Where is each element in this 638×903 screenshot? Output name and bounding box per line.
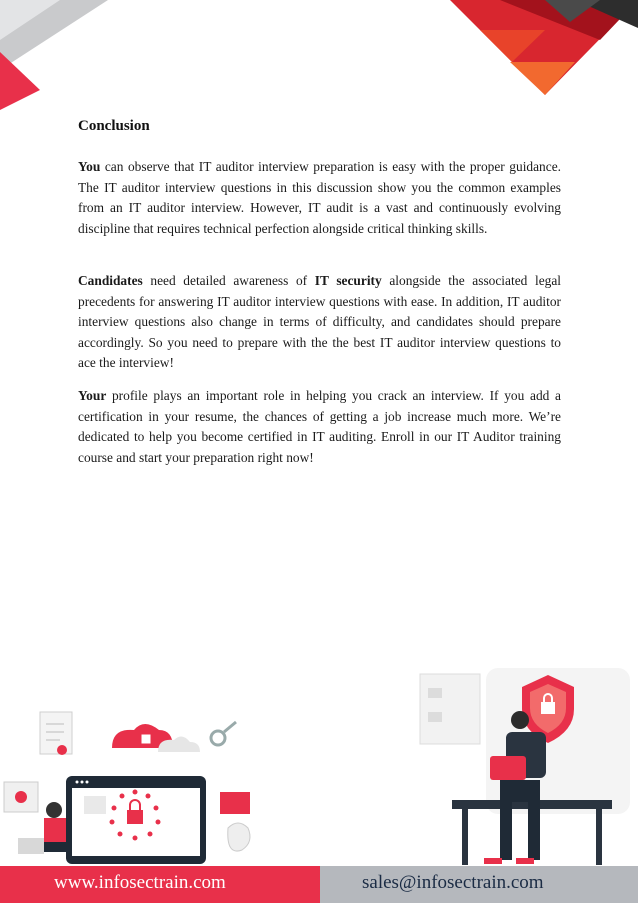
footer-website-panel — [0, 866, 320, 903]
security-illustration-right — [420, 668, 630, 865]
corner-shapes-top-right — [450, 0, 638, 95]
paragraph-2 — [78, 271, 561, 374]
email-link[interactable]: sales@infosectrain.com — [362, 872, 544, 893]
paragraph-1-lead: You — [78, 159, 101, 174]
section-heading: Conclusion — [78, 118, 150, 134]
paragraph-2-text-a: need detailed awareness of — [142, 273, 315, 288]
paragraph-2-lead: Candidates — [78, 273, 143, 288]
it-security-emphasis: IT security — [314, 273, 382, 288]
paragraph-3-text: profile plays an important role in helping you crack an interview. If you add a certification in your resume, the chances of getting a job increase much more. We’re dedicated to help you become certified in IT auditing. Enroll in our IT Auditor training course and start your preparation right now! — [78, 388, 561, 465]
security-illustration-left — [4, 712, 250, 864]
paragraph-1-text: can observe that IT auditor interview preparation is easy with the proper guidance. The IT auditor interview questions in this discussion show you the common examples from an IT auditor interview. However, IT audit is a vast and continuously evolving discipline that requires technical perfection alongside critical thinking skills. — [78, 159, 561, 236]
paragraph-3-lead: Your — [78, 388, 107, 403]
footer-email-panel — [320, 866, 638, 903]
footer-bar — [0, 866, 638, 903]
paragraph-3 — [78, 386, 561, 468]
corner-shapes-top-left — [0, 0, 108, 110]
paragraph-2-text-b: alongside the associated legal precedents for answering IT auditor interview questions with ease. In addition, IT auditor interview questions also change in terms of difficulty, and candidates should prepare accordingly. So you need to prepare with the the best IT auditor interview questions to ace the interview! — [78, 273, 561, 370]
website-link[interactable]: www.infosectrain.com — [54, 872, 226, 893]
paragraph-1 — [78, 157, 561, 239]
